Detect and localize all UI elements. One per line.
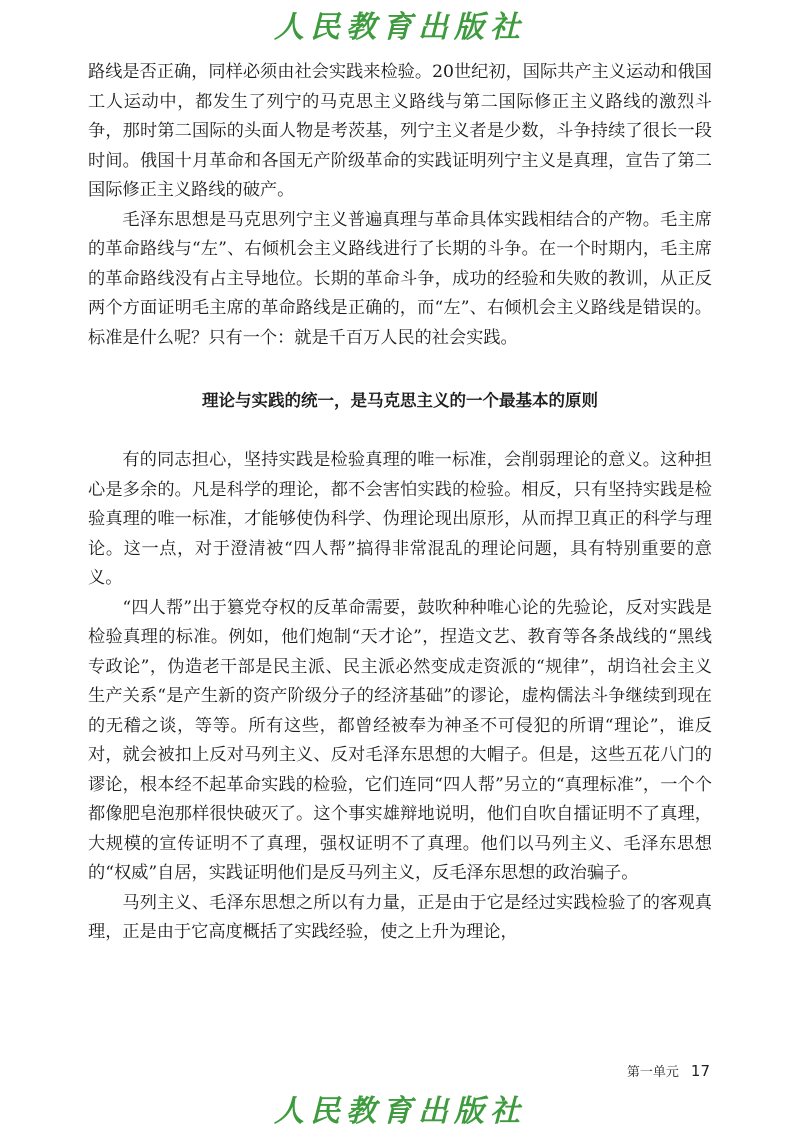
unit-label: 第一单元 [626,1065,679,1080]
page-footer [627,1061,710,1080]
page-body [88,58,712,948]
publisher-logo-top: 人民教育出版社 [274,10,526,45]
paragraph-3: 有的同志担心，坚持实践是检验真理的唯一标准，会削弱理论的意义。这种担心是多余的。凡是科学的理论，都不会害怕实践的检验。相反，只有坚持实践是检验真理的唯一标准，才能够使伪科学、伪理论现出原形，从而捍卫真正的科学与理论。这一点，对于澄清被“四人帮”搞得非常混乱的理论问题，具有特别重要的意义。 [88,450,712,588]
paragraph-4: “四人帮”出于篡党夺权的反革命需要，鼓吹种种唯心论的先验论，反对实践是检验真理的标准。例如，他们炮制“天才论”，捏造文艺、教育等各条战线的“黑线专政论”，伪造老干部是民主派、民主派必然变成走资派的“规律”，胡诌社会主义生产关系“是产生新的资产阶级分子的经济基础”的谬论，虚构儒法斗争继续到现在的无稽之谈，等等。所有这些，都曾经被奉为神圣不可侵犯的所谓“理论”，谁反对，就会被扣上反对马列主义、反对毛泽东思想的大帽子。但是，这些五花八门的谬论，根本经不起革命实践的检验，它们连同“四人帮”另立的“真理标准”，一个个都像肥皂泡那样很快破灭了。这个事实雄辩地说明，他们自吹自擂证明不了真理，大规模的宣传证明不了真理，强权证明不了真理。他们以马列主义、毛泽东思想的“权威”自居，实践证明他们是反马列主义，反毛泽东思想的政治骗子。 [88,597,712,883]
paragraph-5: 马列主义、毛泽东思想之所以有力量，正是由于它是经过实践检验了的客观真理，正是由于它高度概括了实践经验，使之上升为理论， [88,892,712,942]
page-number: 17 [690,1062,710,1080]
paragraph-2: 毛泽东思想是马克思列宁主义普遍真理与革命具体实践相结合的产物。毛主席的革命路线与“左”、右倾机会主义路线进行了长期的斗争。在一个时期内，毛主席的革命路线没有占主导地位。长期的革命斗争，成功的经验和失败的教训，从正反两个方面证明毛主席的革命路线是正确的，而“左”、右倾机会主义路线是错误的。标准是什么呢？只有一个：就是千百万人民的社会实践。 [88,209,712,348]
section-heading: 理论与实践的统一，是马克思主义的一个最基本的原则 [202,391,598,410]
publisher-logo-bottom: 人民教育出版社 [274,1094,526,1129]
paragraph-1: 路线是否正确，同样必须由社会实践来检验。20世纪初，国际共产主义运动和俄国工人运动中，都发生了列宁的马克思主义路线与第二国际修正主义路线的激烈斗争，那时第二国际的头面人物是考茨基，列宁主义者是少数，斗争持续了很长一段时间。俄国十月革命和各国无产阶级革命的实践证明列宁主义是真理，宣告了第二国际修正主义路线的破产。 [88,62,712,200]
